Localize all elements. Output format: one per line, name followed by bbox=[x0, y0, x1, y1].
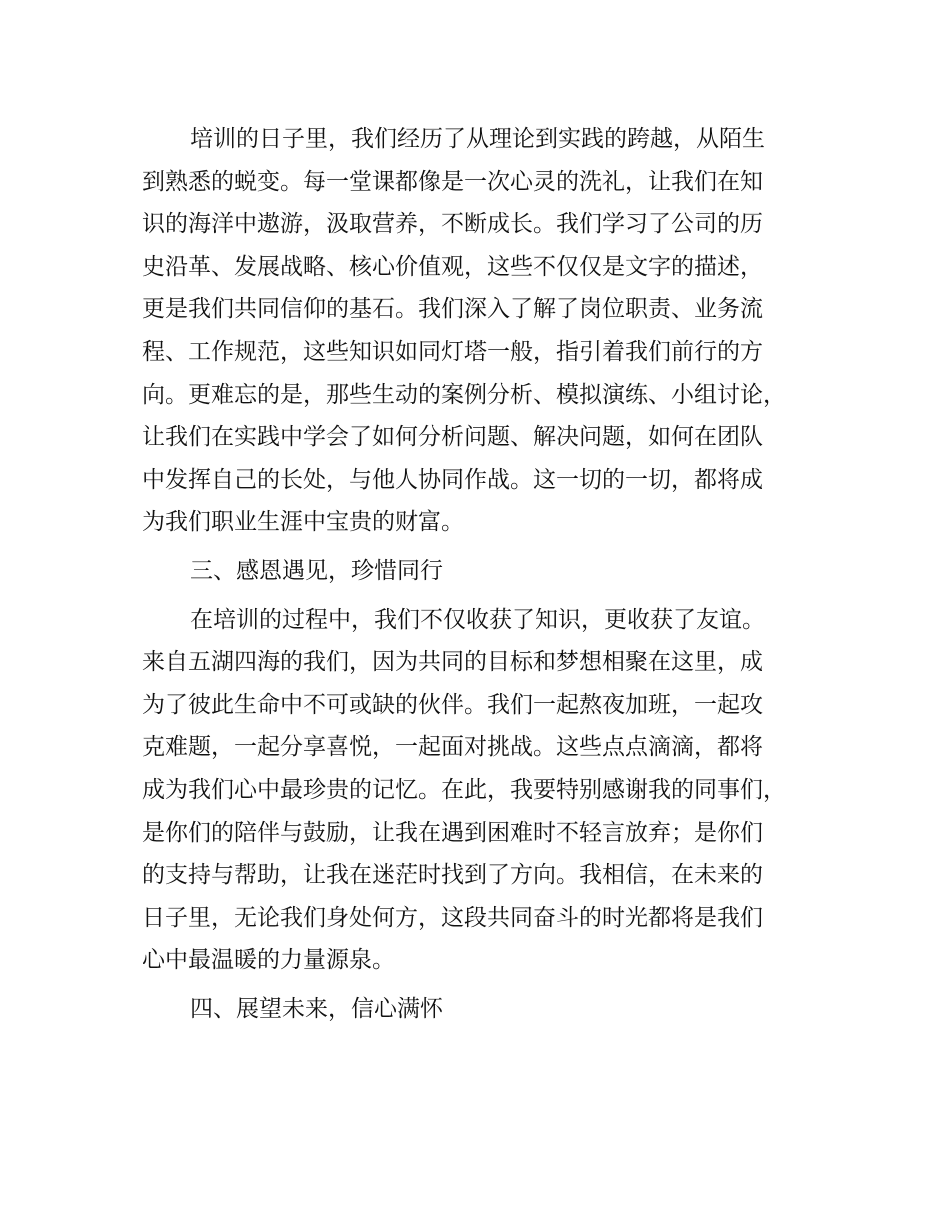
paragraph-line: 培训的日子里，我们经历了从理论到实践的跨越，从陌生 bbox=[190, 126, 765, 152]
paragraph-line: 心中最温暖的力量源泉。 bbox=[142, 947, 395, 974]
paragraph-line: 中发挥自己的长处，与他人协同作战。这一切的一切，都将成 bbox=[142, 466, 763, 493]
section-heading-future: 四、展望未来，信心满怀 bbox=[190, 995, 443, 1022]
paragraph-line: 程、工作规范，这些知识如同灯塔一般，指引着我们前行的方 bbox=[142, 338, 763, 365]
paragraph-line: 的支持与帮助，让我在迷茫时找到了方向。我相信，在未来的 bbox=[142, 862, 763, 889]
paragraph-line: 到熟悉的蜕变。每一堂课都像是一次心灵的洗礼，让我们在知 bbox=[142, 168, 763, 195]
paragraph-line: 让我们在实践中学会了如何分析问题、解决问题，如何在团队 bbox=[142, 424, 763, 451]
paragraph-line: 识的海洋中遨游，汲取营养，不断成长。我们学习了公司的历 bbox=[142, 211, 763, 238]
paragraph-line: 为我们职业生涯中宝贵的财富。 bbox=[142, 509, 464, 536]
paragraph-line: 来自五湖四海的我们，因为共同的目标和梦想相聚在这里，成 bbox=[142, 649, 763, 676]
paragraph-line: 成为我们心中最珍贵的记忆。在此，我要特别感谢我的同事们， bbox=[142, 776, 786, 803]
paragraph-training-days bbox=[142, 118, 842, 544]
paragraph-line: 向。更难忘的是，那些生动的案例分析、模拟演练、小组讨论， bbox=[142, 381, 786, 408]
paragraph-line: 是你们的陪伴与鼓励，让我在遇到困难时不轻言放弃；是你们 bbox=[142, 819, 763, 846]
paragraph-line: 在培训的过程中，我们不仅收获了知识，更收获了友谊。 bbox=[190, 606, 765, 633]
document-body bbox=[142, 118, 842, 1030]
section-heading-gratitude: 三、感恩遇见，珍惜同行 bbox=[190, 557, 443, 584]
paragraph-friendship bbox=[142, 599, 842, 982]
paragraph-line: 史沿革、发展战略、核心价值观，这些不仅仅是文字的描述， bbox=[142, 253, 763, 280]
paragraph-line: 日子里，无论我们身处何方，这段共同奋斗的时光都将是我们 bbox=[142, 904, 763, 931]
paragraph-line: 更是我们共同信仰的基石。我们深入了解了岗位职责、业务流 bbox=[142, 296, 763, 323]
paragraph-line: 为了彼此生命中不可或缺的伙伴。我们一起熬夜加班，一起攻 bbox=[142, 691, 763, 718]
paragraph-line: 克难题，一起分享喜悦，一起面对挑战。这些点点滴滴，都将 bbox=[142, 734, 763, 761]
